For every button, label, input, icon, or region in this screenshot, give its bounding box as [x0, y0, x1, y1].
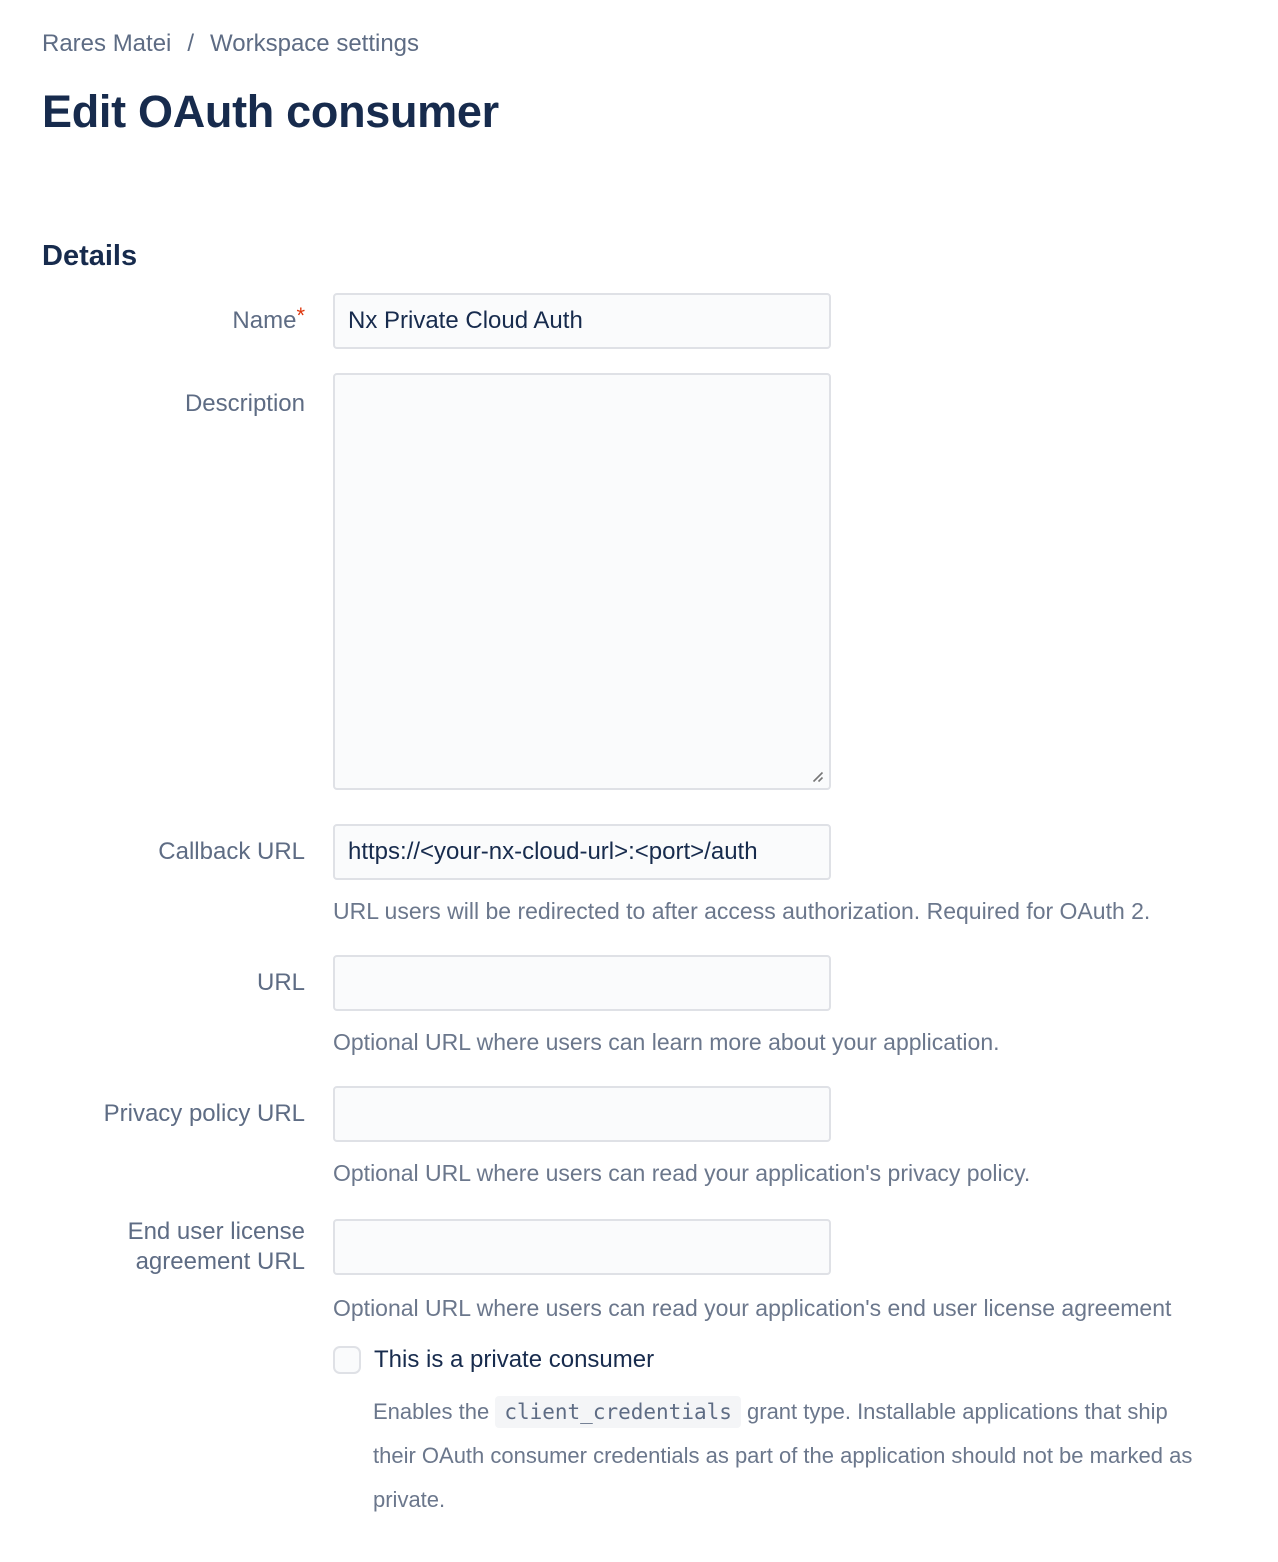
name-label: [42, 303, 305, 336]
privacy-policy-url-input[interactable]: [333, 1086, 831, 1142]
private-consumer-help-before: Enables the: [373, 1399, 496, 1424]
description-textarea[interactable]: [333, 373, 831, 790]
name-required-asterisk: *: [296, 303, 305, 328]
private-consumer-label[interactable]: This is a private consumer: [374, 1346, 655, 1373]
name-label-text: Name: [232, 307, 297, 334]
page-title: Edit OAuth consumer: [42, 86, 499, 137]
private-consumer-row: [333, 1346, 1236, 1374]
callback-url-field-row: [42, 824, 1236, 880]
breadcrumb-separator: /: [187, 30, 195, 57]
description-label: Description: [184, 390, 305, 417]
name-field-row: [42, 293, 1236, 349]
private-consumer-help-after: grant type. Installable applications that ship their OAuth consumer credentials as part of the application should not be marked as private.: [373, 1399, 1193, 1512]
name-field-control: [333, 293, 831, 349]
client-credentials-code: client_credentials: [495, 1396, 741, 1428]
eula-url-input[interactable]: [333, 1219, 831, 1275]
callback-url-help: URL users will be redirected to after access authorization. Required for OAuth 2.: [333, 898, 1151, 924]
callback-url-label: Callback URL: [158, 838, 305, 865]
callback-url-input[interactable]: [333, 824, 831, 880]
eula-url-help: Optional URL where users can read your application's end user license agreement: [333, 1295, 1172, 1321]
url-label: URL: [256, 969, 305, 996]
description-field-row: [42, 373, 1236, 790]
breadcrumb-link-workspace-settings[interactable]: Workspace settings: [210, 30, 420, 57]
url-help: Optional URL where users can learn more about your application.: [333, 1029, 1000, 1055]
url-input[interactable]: [333, 955, 831, 1011]
breadcrumb: [42, 30, 1236, 58]
privacy-policy-url-help: Optional URL where users can read your application's privacy policy.: [333, 1160, 1031, 1186]
eula-url-label: End user license agreement URL: [127, 1218, 305, 1275]
eula-url-field-control: [333, 1219, 831, 1275]
privacy-policy-url-label: Privacy policy URL: [103, 1100, 305, 1127]
privacy-policy-url-field-row: [42, 1086, 1236, 1142]
description-field-control: [333, 373, 831, 790]
private-consumer-help: [373, 1390, 1211, 1522]
breadcrumb-link-user[interactable]: Rares Matei: [42, 30, 172, 57]
name-input[interactable]: [333, 293, 831, 349]
url-field-row: [42, 955, 1236, 1011]
eula-url-field-row: [42, 1217, 1236, 1277]
private-consumer-checkbox[interactable]: [333, 1346, 361, 1374]
section-title-details: Details: [42, 240, 138, 272]
callback-url-field-control: [333, 824, 831, 880]
privacy-policy-url-field-control: [333, 1086, 831, 1142]
url-field-control: [333, 955, 831, 1011]
